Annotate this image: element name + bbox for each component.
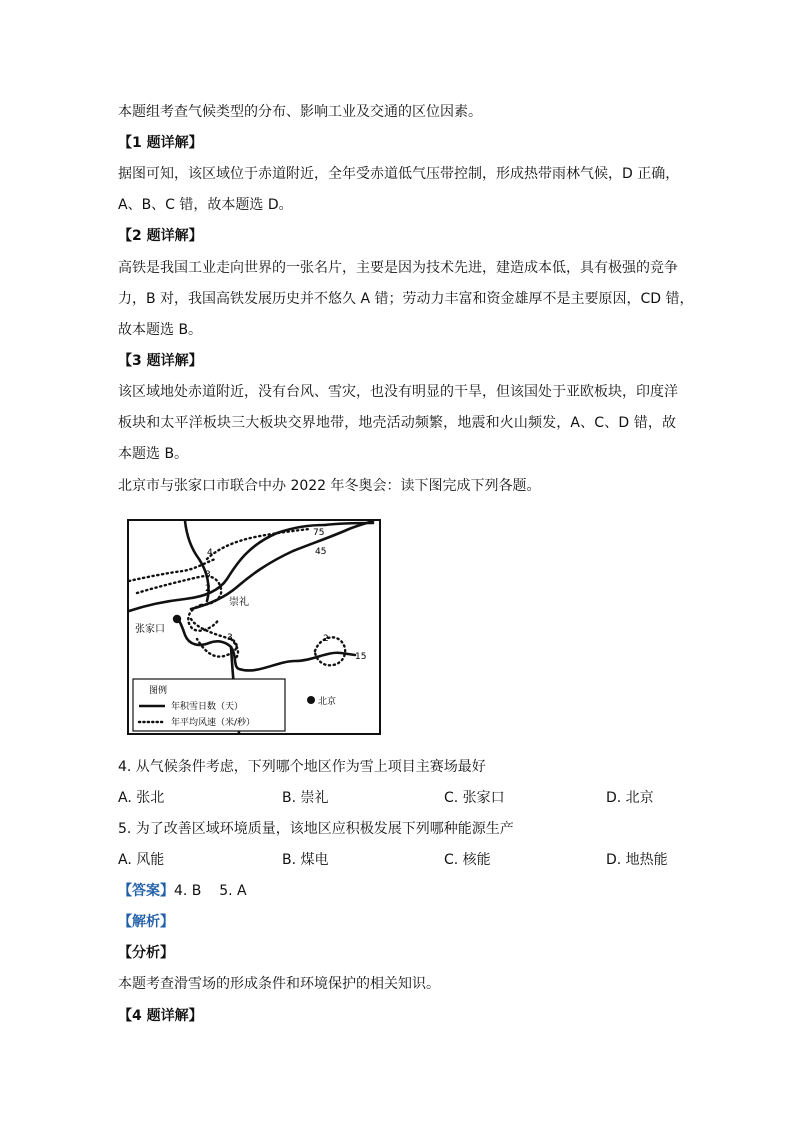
paragraph-q2-line2: 力，B 对，我国高铁发展历史并不悠久 A 错；劳动力丰富和资金雄厚不是主要原因，CD 错， [118, 291, 694, 307]
q5-option-b: B. 煤电 [282, 852, 329, 868]
q4-option-a: A. 张北 [118, 790, 165, 806]
analysis-text: 本题考查滑雪场的形成条件和环境保护的相关知识。 [118, 976, 440, 992]
value-3-south: 3 [227, 633, 233, 643]
q4-option-b: B. 崇礼 [282, 790, 329, 806]
legend-dotted-label: 年平均风速（米/秒） [171, 718, 256, 728]
value-2: 2 [205, 584, 211, 594]
legend-solid-label: 年积雪日数（天） [171, 702, 244, 712]
q4-option-c: C. 张家口 [444, 790, 505, 806]
answer-line [118, 881, 247, 901]
label-beijing: 北京 [318, 697, 337, 707]
paragraph-q3-line3: 本题选 B。 [118, 446, 189, 462]
heading-q3-detail: 【3 题详解】 [118, 353, 203, 369]
value-4: 4 [207, 548, 213, 558]
analysis-heading: 【分析】 [118, 945, 174, 961]
paragraph-q3-line1: 该区域地处赤道附近，没有台风、雪灾，也没有明显的干旱，但该国处于亚欧板块，印度洋 [118, 384, 678, 400]
value-3: 3 [205, 570, 211, 580]
heading-q1-detail: 【1 题详解】 [118, 135, 203, 151]
heading-q2-detail: 【2 题详解】 [118, 228, 203, 244]
paragraph-q1-line2: A、B、C 错，故本题选 D。 [118, 197, 293, 213]
zhangjiakou-dot [173, 615, 181, 623]
question-5: 5. 为了改善区域环境质量，该地区应积极发展下列哪种能源生产 [118, 821, 514, 837]
value-75: 75 [313, 528, 325, 538]
beijing-dot [307, 696, 315, 704]
q5-option-a: A. 风能 [118, 852, 165, 868]
value-2-loop: 2 [323, 634, 329, 644]
paragraph-q3-line2: 板块和太平洋板块三大板块交界地带，地壳活动频繁，地震和火山频发，A、C、D 错，故 [118, 415, 676, 431]
intro-line: 本题组考查气候类型的分布、影响工业及交通的区位因素。 [118, 104, 482, 120]
legend-title: 图例 [149, 686, 168, 696]
heading-q4-detail: 【4 题详解】 [118, 1008, 203, 1024]
question-4: 4. 从气候条件考虑，下列哪个地区作为雪上项目主赛场最好 [118, 759, 486, 775]
map-legend [133, 679, 285, 731]
analysis-tag: 【解析】 [118, 914, 174, 930]
winter-olympics-map [127, 519, 381, 735]
q4-option-d: D. 北京 [606, 790, 654, 806]
paragraph-q1-line1: 据图可知，该区域位于赤道附近，全年受赤道低气压带控制，形成热带雨林气候，D 正确， [118, 166, 680, 182]
value-45: 45 [315, 547, 327, 557]
answer-tag: 【答案】 [118, 883, 174, 899]
value-15: 15 [355, 652, 367, 662]
map-svg [127, 519, 381, 735]
label-zhangjiakou: 张家口 [135, 624, 165, 635]
paragraph-q2-line1: 高铁是我国工业走向世界的一张名片，主要是因为技术先进，建造成本低，具有极强的竞争 [118, 260, 678, 276]
q5-option-d: D. 地热能 [606, 852, 668, 868]
label-chongli: 崇礼 [229, 597, 249, 608]
answer-text: 4. B 5. A [174, 883, 247, 899]
paragraph-q2-line3: 故本题选 B。 [118, 322, 203, 338]
q5-option-c: C. 核能 [444, 852, 491, 868]
question-group-intro: 北京市与张家口市联合中办 2022 年冬奥会：读下图完成下列各题。 [118, 478, 541, 494]
